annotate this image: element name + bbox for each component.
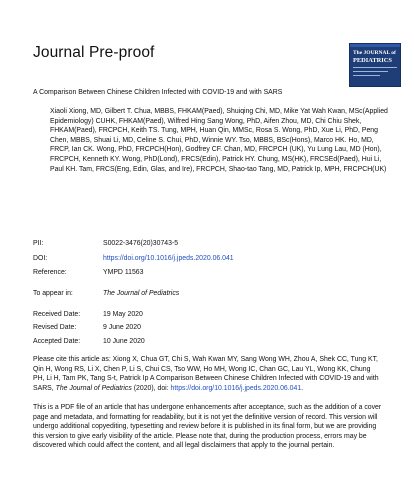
to-appear-in-label: To appear in:: [33, 290, 73, 297]
cover-band: [350, 44, 400, 47]
citation-journal: The Journal of Pediatrics: [55, 384, 132, 392]
doi-link[interactable]: https://doi.org/10.1016/j.jpeds.2020.06.041: [103, 255, 234, 262]
pii-value: S0022-3476(20)30743-5: [103, 240, 179, 247]
cover-rule: [353, 71, 388, 72]
citation-year: (2020), doi:: [133, 384, 169, 392]
author-list: Xiaoli Xiong, MD, Gilbert T. Chua, MBBS, FHKAM(Paed), Shuiqing Chi, MD, Mike Yat Wah Kwan, MSc(Applied Epidemiology) CUHK, FHKAM(Paed), Wilfred Hing Sang Wong, PhD, Aifen Zhou, MD, Chi Chiu Shek, FHKAM(Paed), FRCPCH, Keith TS. Tung, MPH, Huan Qin, MMSc, Rosa S. Wong, PhD, Xue Li, PhD, Peng Chen, MBBS, Shuai Li, MD, Celine S. Chui, PhD, Winnie WY. Tso, MBBS, BSc(Hons), Marco HK. Ho, MD, FRCP, Ian CK. Wong, PhD, FRCPCH(Hon), Godfrey CF. Chan, MD, FRCPCH (UK), Yu Lung Lau, MD (Hon), FRCPCH, Kenneth KY. Wong, PhD(Lond), FRCS(Edin), Patrick HY. Chung, MS(HK), FRCSEd(Paed), Hui Li, Paul KH. Tam, FRCS(Eng, Edin, Glas, and Ire), FRCPCH, Shao-tao Tang, MD, Patrick Ip, MPH, FRCPCH(UK): [50, 108, 388, 173]
reference-label: Reference:: [33, 269, 67, 276]
citation-end: .: [301, 384, 304, 392]
citation-paragraph: [33, 355, 383, 393]
journal-pre-proof-title: Journal Pre-proof: [33, 44, 155, 61]
accepted-date-label: Accepted Date:: [33, 338, 81, 345]
to-appear-in-value: The Journal of Pediatrics: [103, 290, 180, 297]
received-date-label: Received Date:: [33, 311, 81, 318]
doi-label: DOI:: [33, 255, 48, 262]
pii-label: PII:: [33, 240, 44, 247]
revised-date-value: 9 June 2020: [103, 324, 141, 331]
article-title: A Comparison Between Chinese Children Infected with COVID-19 and with SARS: [33, 89, 283, 96]
cover-title-line1: The JOURNAL of: [353, 50, 396, 56]
cover-rule: [353, 75, 380, 76]
cover-rule: [353, 67, 397, 68]
disclaimer-paragraph: This is a PDF file of an article that has undergone enhancements after acceptance, such as the addition of a cover page and metadata, and formatting for readability, but it is not yet the definitive version of record. This version will undergo additional copyediting, typesetting and review before it is published in its final form, but we are providing this version to give early visibility of the article. Please note that, during the production process, errors may be discovered which could affect the content, and all legal disclaimers that apply to the journal pertain.: [33, 404, 382, 450]
reference-value: YMPD 11563: [103, 269, 144, 276]
citation-doi-link[interactable]: https://doi.org/10.1016/j.jpeds.2020.06.041: [170, 384, 302, 392]
accepted-date-value: 10 June 2020: [103, 338, 145, 345]
revised-date-label: Revised Date:: [33, 324, 77, 331]
cover-title-line2: PEDIATRICS: [353, 57, 392, 64]
received-date-value: 19 May 2020: [103, 311, 143, 318]
journal-cover-thumbnail: [349, 43, 401, 87]
citation-text: Please cite this article as: Xiong X, Chua GT, Chi S, Wah Kwan MY, Sang Wong WH, Zhou A, Shek CC, Tung KT, Qin H, Wong RS, Li X, Chen P, Li S, Chui CS, Tso WW, Ho MH, Wong IC, Chan GC, Lau YL, Wong KK, Chung PH, Li H, Tam PK, Tang S-t, Patrick Ip A Comparison Between Chinese Children Infected with COVID-19 and with SARS,: [33, 356, 379, 392]
